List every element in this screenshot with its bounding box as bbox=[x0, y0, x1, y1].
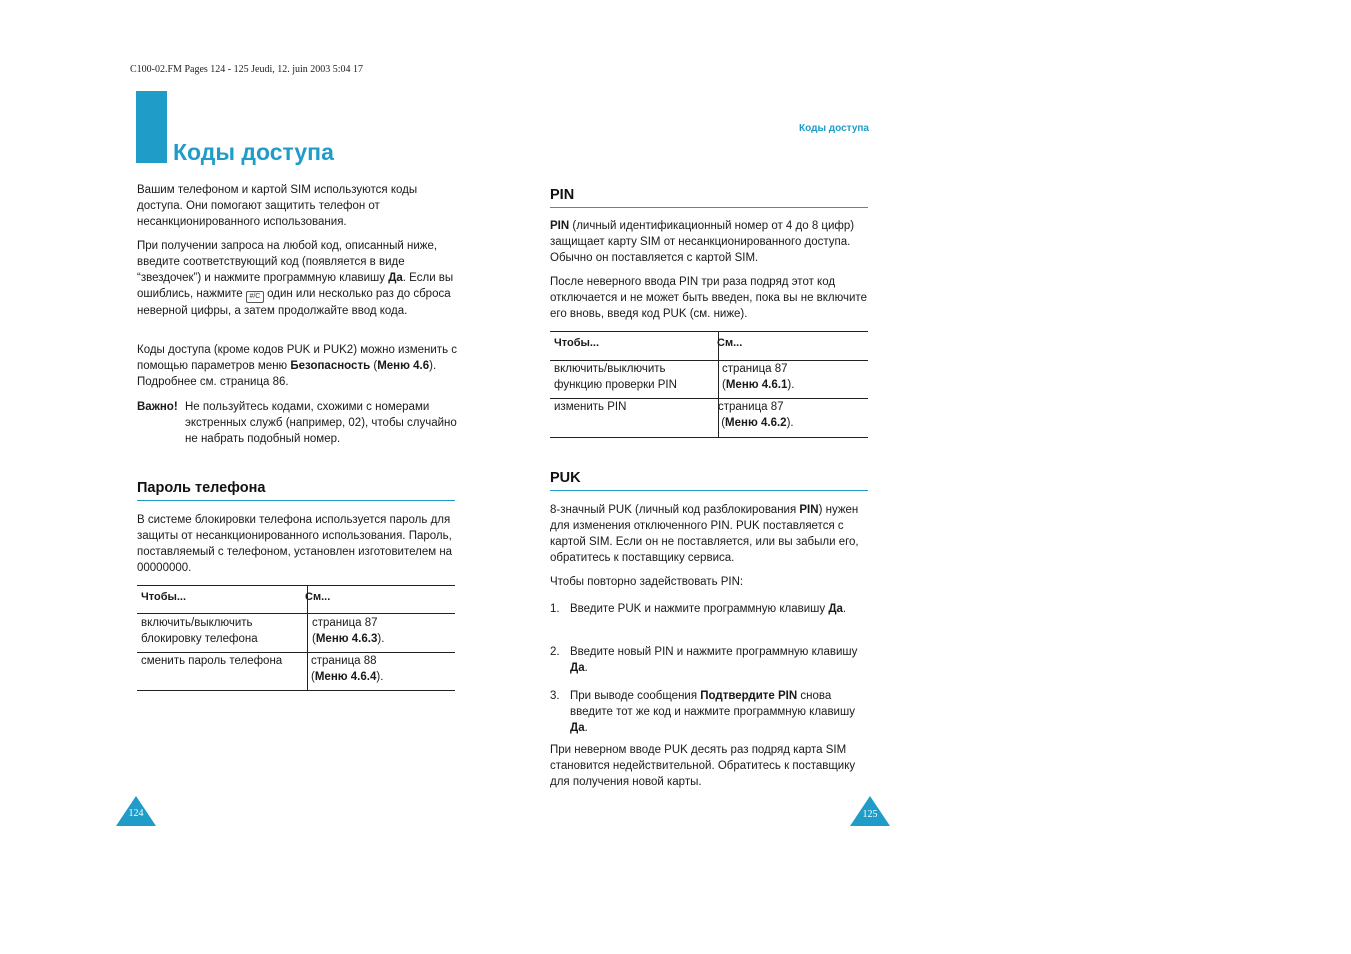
phone-password-table bbox=[137, 585, 455, 691]
p2-text-1: При получении запроса на любой код, описанный ниже, введите соответствующий код (появляется в виде “звездочек”) и нажмите программную клавишу bbox=[137, 240, 438, 284]
pin-table bbox=[550, 331, 868, 438]
section-rule bbox=[550, 207, 868, 208]
table-row-ref: страница 87 (Меню 4.6.2). bbox=[718, 401, 794, 429]
file-info: C100-02.FM Pages 124 - 125 Jeudi, 12. juin 2003 5:04 17 bbox=[130, 64, 364, 75]
intro-paragraph: Вашим телефоном и картой SIM используются коды доступа. Они помогают защитить телефон от несанкционированного использования. bbox=[137, 184, 418, 228]
list-item: 2. Введите новый PIN и нажмите программную клавишу Да. bbox=[550, 646, 858, 674]
table-header-see: См... bbox=[717, 337, 743, 349]
chapter-marker bbox=[136, 91, 167, 163]
running-head: Коды доступа bbox=[799, 123, 869, 134]
puk-paragraph-2: Чтобы повторно задействовать PIN: bbox=[550, 576, 744, 588]
p3-text-3: ). Подробнее см. страница 86. bbox=[137, 360, 437, 388]
page-number-left: 124 bbox=[128, 808, 144, 819]
section-title-pin: PIN bbox=[550, 187, 575, 203]
important-label: Важно! bbox=[137, 401, 178, 413]
list-item: 1. Введите PUK и нажмите программную клавишу Да. bbox=[550, 603, 847, 615]
page-title: Коды доступа bbox=[173, 139, 334, 165]
list-item: 3. При выводе сообщения Подтвердите PIN снова введите тот же код и нажмите программную клавишу Да. bbox=[550, 690, 855, 734]
table-row-action: включить/выключить функцию проверки PIN bbox=[554, 363, 677, 391]
table-row-ref: страница 87 (Меню 4.6.3). bbox=[312, 617, 385, 645]
section-title-phone-password: Пароль телефона bbox=[137, 480, 266, 496]
c-key-icon: #/C bbox=[246, 291, 264, 303]
code-entry-paragraph bbox=[137, 238, 457, 319]
table-header-to: Чтобы... bbox=[554, 337, 600, 349]
p3-security: Безопасность bbox=[290, 360, 371, 372]
pin-paragraph-2: После неверного ввода PIN три раза подряд этот код отключается и не может быть введен, пока вы не включите его вновь, введя код PUK (см. ниже). bbox=[550, 276, 867, 320]
p2-yes: Да bbox=[388, 272, 403, 284]
section-rule bbox=[137, 500, 455, 501]
page-number-right: 125 bbox=[862, 809, 878, 820]
puk-paragraph-1: 8-значный PUK (личный код разблокирования PIN) нужен для изменения отключенного PIN. PUK поставляется с картой SIM. Если он не поставляется, или вы забыли его, обратитесь к поставщику сервиса. bbox=[550, 504, 859, 564]
security-menu-paragraph bbox=[137, 342, 457, 390]
p3-text-2: ( bbox=[370, 360, 378, 372]
table-row-action: изменить PIN bbox=[554, 401, 627, 413]
puk-paragraph-3: При неверном вводе PUK десять раз подряд карта SIM становится недействительной. Обратитесь к поставщику для получения новой карты. bbox=[550, 744, 856, 788]
p2-text-2: . Если вы ошиблись, нажмите bbox=[137, 272, 454, 300]
table-header-to: Чтобы... bbox=[141, 591, 187, 603]
table-row-ref: страница 88 (Меню 4.6.4). bbox=[311, 655, 384, 683]
table-row-ref: страница 87 (Меню 4.6.1). bbox=[722, 363, 795, 391]
table-row-action: сменить пароль телефона bbox=[141, 655, 283, 667]
p3-menu: Меню 4.6 bbox=[377, 360, 430, 372]
section-title-puk: PUK bbox=[550, 470, 581, 486]
phone-password-paragraph: В системе блокировки телефона используется пароль для защиты от несанкционированного использования. Пароль, поставляемый с телефоном, установлен изготовителем на 00000000. bbox=[137, 514, 453, 574]
section-rule bbox=[550, 490, 868, 491]
table-row-action: включить/выключить блокировку телефона bbox=[141, 617, 258, 645]
p3-text-1: Коды доступа (кроме кодов PUK и PUK2) можно изменить с помощью параметров меню bbox=[137, 344, 458, 372]
important-text: Не пользуйтесь кодами, схожими с номерами экстренных служб (например, 02), чтобы случайно не набрать подобный номер. bbox=[185, 401, 457, 445]
pin-paragraph-1: PIN (личный идентификационный номер от 4 до 8 цифр) защищает карту SIM от несанкционированного доступа. Обычно он поставляется с картой SIM. bbox=[550, 220, 855, 264]
p2-text-3: один или несколько раз до сброса неверной цифры, а затем продолжайте ввод кода. bbox=[137, 288, 451, 317]
table-header-see: См... bbox=[305, 591, 331, 603]
